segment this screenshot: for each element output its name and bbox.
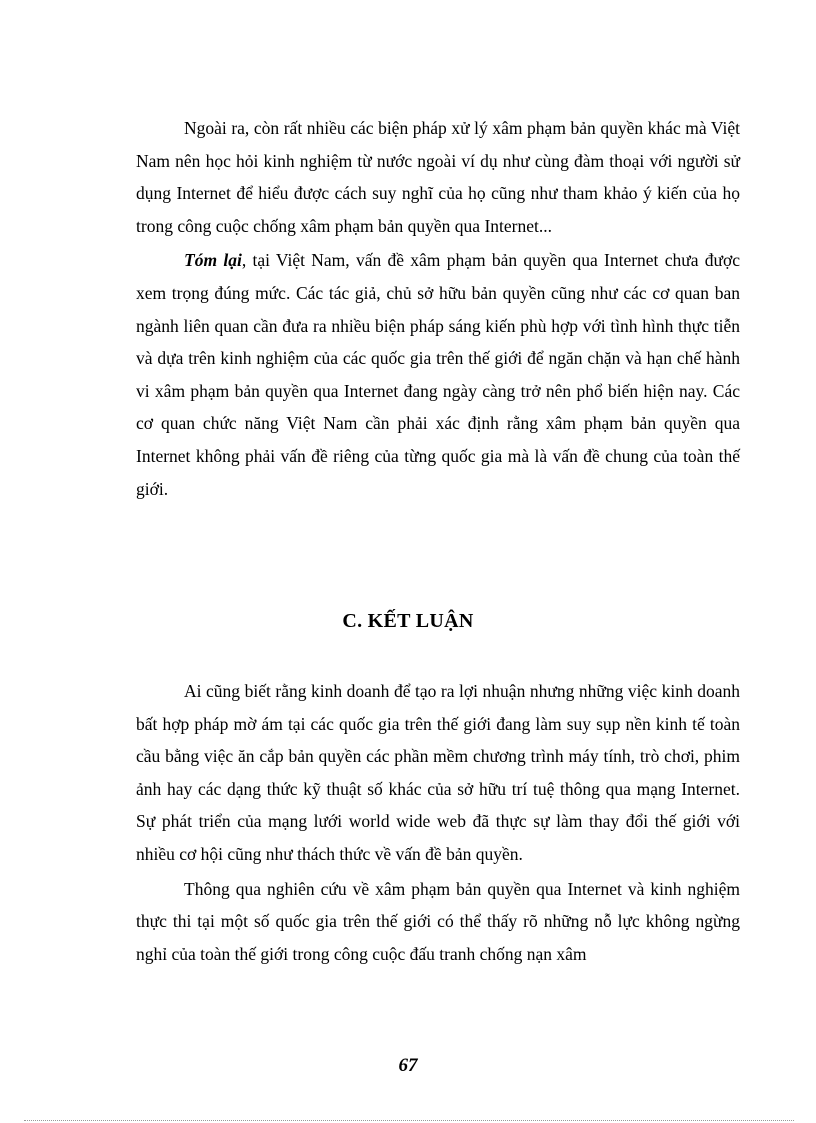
footer-divider (24, 1120, 794, 1121)
paragraph-summary (136, 244, 740, 505)
paragraph-other-measures: Ngoài ra, còn rất nhiều các biện pháp xử lý xâm phạm bản quyền khác mà Việt Nam nên học hỏi kinh nghiệm từ nước ngoài ví dụ như cùng đàm thoại với người sử dụng Internet để hiểu được cách suy nghĩ của họ cũng như tham khảo ý kiến của họ trong công cuộc chống xâm phạm bản quyền qua Internet... (136, 118, 740, 236)
body-text-top (136, 112, 740, 507)
paragraph-conclusion-1: Ai cũng biết rằng kinh doanh để tạo ra lợi nhuận nhưng những việc kinh doanh bất hợp pháp mờ ám tại các quốc gia trên thế giới đang làm suy sụp nền kinh tế toàn cầu bằng việc ăn cắp bản quyền các phần mềm chương trình máy tính, trò chơi, phim ảnh hay các dạng thức kỹ thuật số khác của sở hữu trí tuệ thông qua mạng Internet. Sự phát triển của mạng lưới world wide web đã thực sự làm thay đổi thế giới với nhiều cơ hội cũng như thách thức về vấn đề bản quyền. (136, 681, 740, 864)
summary-lead: Tóm lại (184, 250, 242, 271)
paragraph-conclusion-2: Thông qua nghiên cứu về xâm phạm bản quyền qua Internet và kinh nghiệm thực thi tại một số quốc gia trên thế giới có thể thấy rõ những nỗ lực không ngừng nghỉ của toàn thế giới trong công cuộc đấu tranh chống nạn xâm (136, 878, 740, 964)
section-heading-conclusion: C. KẾT LUẬN (342, 610, 474, 632)
body-text-conclusion (136, 675, 740, 972)
page-number: 67 (398, 1055, 418, 1076)
summary-body: , tại Việt Nam, vấn đề xâm phạm bản quyền qua Internet chưa được xem trọng đúng mức. Các tác giả, chủ sở hữu bản quyền cũng như các cơ quan ban ngành liên quan cần đưa ra nhiều biện pháp sáng kiến phù hợp với tình hình thực tiễn và dựa trên kinh nghiệm của các quốc gia trên thế giới để ngăn chặn và hạn chế hành vi xâm phạm bản quyền qua Internet đang ngày càng trở nên phổ biến hiện nay. Các cơ quan chức năng Việt Nam cần phải xác định rằng xâm phạm bản quyền qua Internet không phải vấn đề riêng của từng quốc gia mà là vấn đề chung của toàn thế giới. (136, 250, 740, 499)
